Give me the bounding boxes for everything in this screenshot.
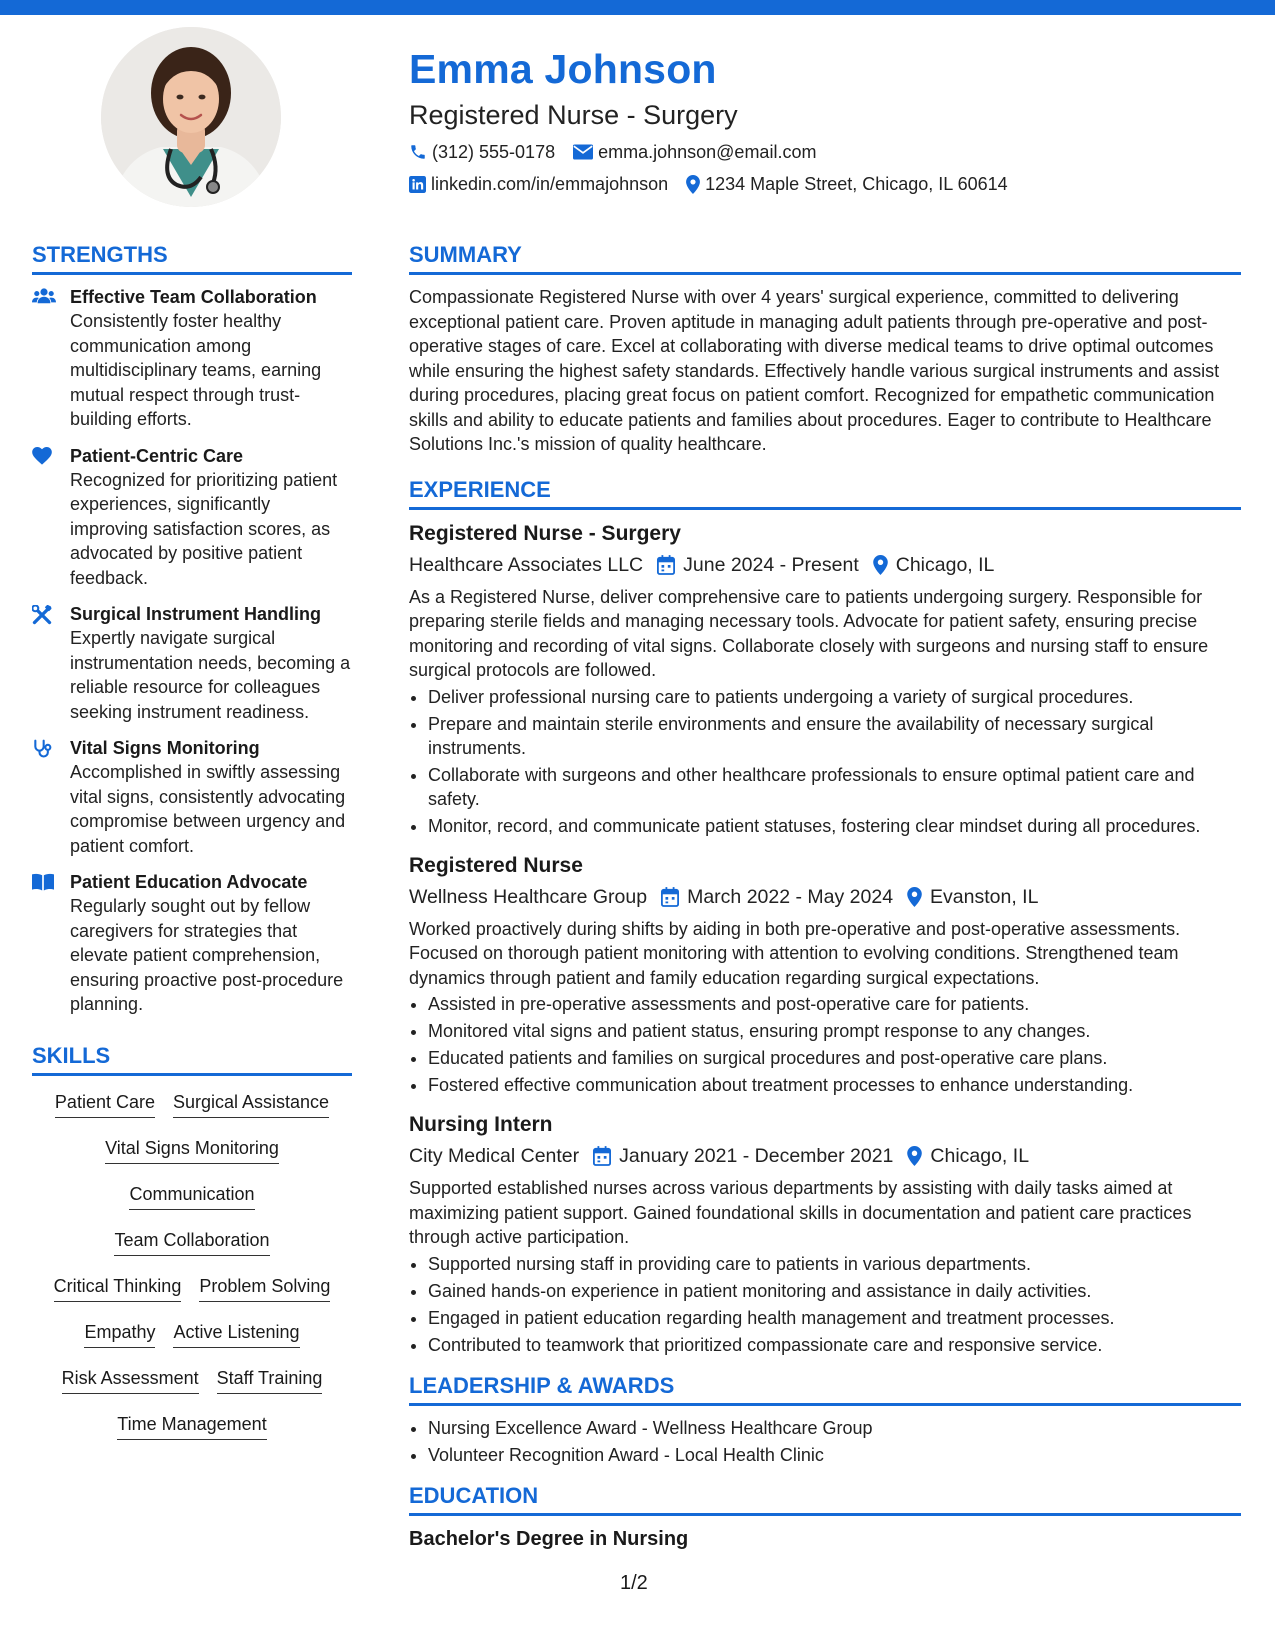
job-location: Chicago, IL [895,553,995,576]
email-contact[interactable] [573,142,816,163]
strength-desc: Expertly navigate surgical instrumentation needs, becoming a reliable resource for colleagues seeking instrument readiness. [70,628,351,722]
phone-contact[interactable] [409,142,555,163]
job-description: Worked proactively during shifts by aiding in both pre-operative and post-operative assessments. Focused on thorough patient monitoring with attention to evolving conditions. Strengthened team dynamics through patient and family education regarding surgical expectations. [409,918,1181,988]
calendar-icon [661,887,679,907]
skill-tag: Problem Solving [199,1274,330,1302]
job-dates: March 2022 - May 2024 [687,885,894,908]
address-contact [686,174,1008,195]
job-entry [409,852,1241,1098]
map-pin-icon [873,555,888,575]
heart-icon [32,447,52,465]
strengths-heading: STRENGTHS [32,240,352,275]
job-dates-wrap [593,1142,893,1170]
list-item: • Assisted in pre-operative assessments and post-operative care for patients. [428,992,1241,1016]
list-item: • Engaged in patient education regarding health management and treatment processes. [428,1306,1241,1330]
job-location-wrap [873,551,995,579]
job-location-wrap [907,1142,1029,1170]
list-item: • Deliver professional nursing care to patients undergoing a variety of surgical procedures. [428,685,1241,709]
calendar-icon [593,1146,611,1166]
list-item: • Monitored vital signs and patient status, ensuring prompt response to any changes. [428,1019,1241,1043]
map-pin-icon [686,175,700,194]
job-bullets [409,685,1241,838]
linkedin-icon [409,176,426,193]
skill-tag: Staff Training [217,1366,323,1394]
skill-tag: Communication [129,1182,254,1210]
skill-tag: Vital Signs Monitoring [105,1136,279,1164]
skill-tag: Empathy [84,1320,155,1348]
list-item: • Fostered effective communication about treatment processes to enhance understanding. [428,1073,1241,1097]
awards-heading: LEADERSHIP & AWARDS [409,1371,1241,1406]
envelope-icon [573,144,593,160]
strength-title: Surgical Instrument Handling [70,604,322,624]
experience-heading: EXPERIENCE [409,475,1241,510]
job-entry [409,1111,1241,1357]
tools-icon [32,605,52,625]
job-description: Supported established nurses across various departments by assisting with daily tasks aimed at maximizing patient support. Gained foundational skills in documentation and patient care practices through active participation. [409,1178,1192,1247]
candidate-title: Registered Nurse - Surgery [409,100,738,130]
profile-photo [101,27,281,207]
strength-item [32,602,352,724]
job-role: Registered Nurse - Surgery [409,521,681,545]
list-item: • Gained hands-on experience in patient monitoring and assistance in daily activities. [428,1279,1241,1303]
strength-desc: Consistently foster healthy communication among multidisciplinary teams, earning mutual respect through trust-building efforts. [70,311,322,429]
strength-desc: Recognized for prioritizing patient experiences, significantly improving satisfaction scores, as advocated by positive patient feedback. [70,469,338,588]
list-item: • Supported nursing staff in providing care to patients in various departments. [428,1252,1241,1276]
strength-title: Vital Signs Monitoring [70,738,260,758]
list-item: • Monitor, record, and communicate patient statuses, fostering clear mindset during all procedures. [428,814,1241,838]
job-dates: January 2021 - December 2021 [619,1145,894,1167]
job-entry [409,520,1241,838]
strength-item [32,285,352,432]
resume-header [409,42,1239,196]
job-meta [409,1142,1241,1170]
job-role: Nursing Intern [409,1113,553,1136]
summary-heading: SUMMARY [409,240,1241,275]
address-text: 1234 Maple Street, Chicago, IL 60614 [705,173,1008,194]
skills-heading: SKILLS [32,1041,352,1076]
skill-tag: Active Listening [173,1320,299,1348]
contact-row-1 [409,140,1239,164]
skill-tag: Surgical Assistance [173,1090,329,1118]
book-icon [32,873,54,891]
strength-item [32,444,352,591]
job-dates-wrap [661,883,893,911]
job-location-wrap [907,883,1038,911]
contact-row-2 [409,172,1239,196]
list-item: • Collaborate with surgeons and other healthcare professionals to ensure optimal patient care and safety. [428,763,1241,811]
phone-icon [409,143,427,161]
job-company: City Medical Center [409,1145,580,1167]
job-meta [409,883,1241,911]
list-item: • Nursing Excellence Award - Wellness Healthcare Group [428,1416,1241,1440]
summary-text: Compassionate Registered Nurse with over 4 years' surgical experience, committed to delivering exceptional patient care. Proven aptitude in managing adult patients through pre-operative and post-operative stages of care. Excel at collaborating with diverse medical teams to drive optimal outcomes while ensuring the highest safety standards. Effectively handle various surgical instruments and assist during procedures, placing great focus on patient comfort. Recognized for empathetic communication skills and ability to educate patients and families about procedures. Eager to contribute to Healthcare Solutions Inc.'s mission of quality healthcare. [409,287,1220,454]
strength-title: Patient-Centric Care [70,445,244,466]
stethoscope-icon [32,739,52,759]
list-item: • Volunteer Recognition Award - Local Health Clinic [428,1443,1241,1467]
list-item: • Contributed to teamwork that prioritized compassionate care and responsive service. [428,1333,1241,1357]
job-company: Healthcare Associates LLC [409,553,644,576]
job-bullets [409,992,1241,1097]
education-heading: EDUCATION [409,1481,1241,1516]
page-number: 1/2 [620,1572,648,1594]
list-item: • Educated patients and families on surgical procedures and post-operative care plans. [428,1046,1241,1070]
strength-title: Patient Education Advocate [70,872,308,892]
job-dates-wrap [657,551,859,579]
strength-desc: Accomplished in swiftly assessing vital signs, consistently advocating compromise between urgency and patient comfort. [70,762,346,856]
job-company: Wellness Healthcare Group [409,885,648,908]
right-column [409,240,1241,1552]
skill-tag: Team Collaboration [114,1228,269,1256]
strength-desc: Regularly sought out by fellow caregivers for strategies that elevate patient comprehension, ensuring proactive post-procedure planning. [70,896,344,1014]
left-column [32,240,352,1458]
awards-list [409,1416,1241,1467]
linkedin-contact[interactable] [409,174,668,195]
skill-tag: Patient Care [55,1090,155,1118]
skill-tag: Risk Assessment [62,1366,199,1394]
candidate-name: Emma Johnson [409,46,717,92]
strength-item [32,870,352,1017]
strength-item [32,736,352,858]
job-role: Registered Nurse [409,853,583,877]
education-degree: Bachelor's Degree in Nursing [409,1527,689,1550]
skill-tag: Time Management [117,1412,266,1440]
job-dates: June 2024 - Present [683,553,859,576]
strength-title: Effective Team Collaboration [70,287,317,307]
skills-list [32,1086,352,1458]
team-icon [32,288,56,304]
job-description: As a Registered Nurse, deliver comprehensive care to patients undergoing surgery. Responsible for preparing sterile fields and managing necessary tools. Advocate for patient safety, ensuring precise monitoring and recording of vital signs. Collaborate closely with surgeons and nursing staff to ensure surgical protocols are followed. [409,586,1209,680]
email-text: emma.johnson@email.com [598,141,817,162]
job-location: Chicago, IL [930,1145,1030,1167]
map-pin-icon [907,1146,922,1166]
job-bullets [409,1252,1241,1357]
job-meta [409,551,1241,579]
phone-text: (312) 555-0178 [432,141,556,162]
list-item: • Prepare and maintain sterile environments and ensure the availability of necessary surgical instruments. [428,712,1241,760]
map-pin-icon [907,887,922,907]
calendar-icon [657,555,675,575]
job-location: Evanston, IL [930,885,1039,908]
linkedin-text: linkedin.com/in/emmajohnson [431,173,669,194]
skill-tag: Critical Thinking [54,1274,182,1302]
top-accent-bar [0,0,1275,15]
